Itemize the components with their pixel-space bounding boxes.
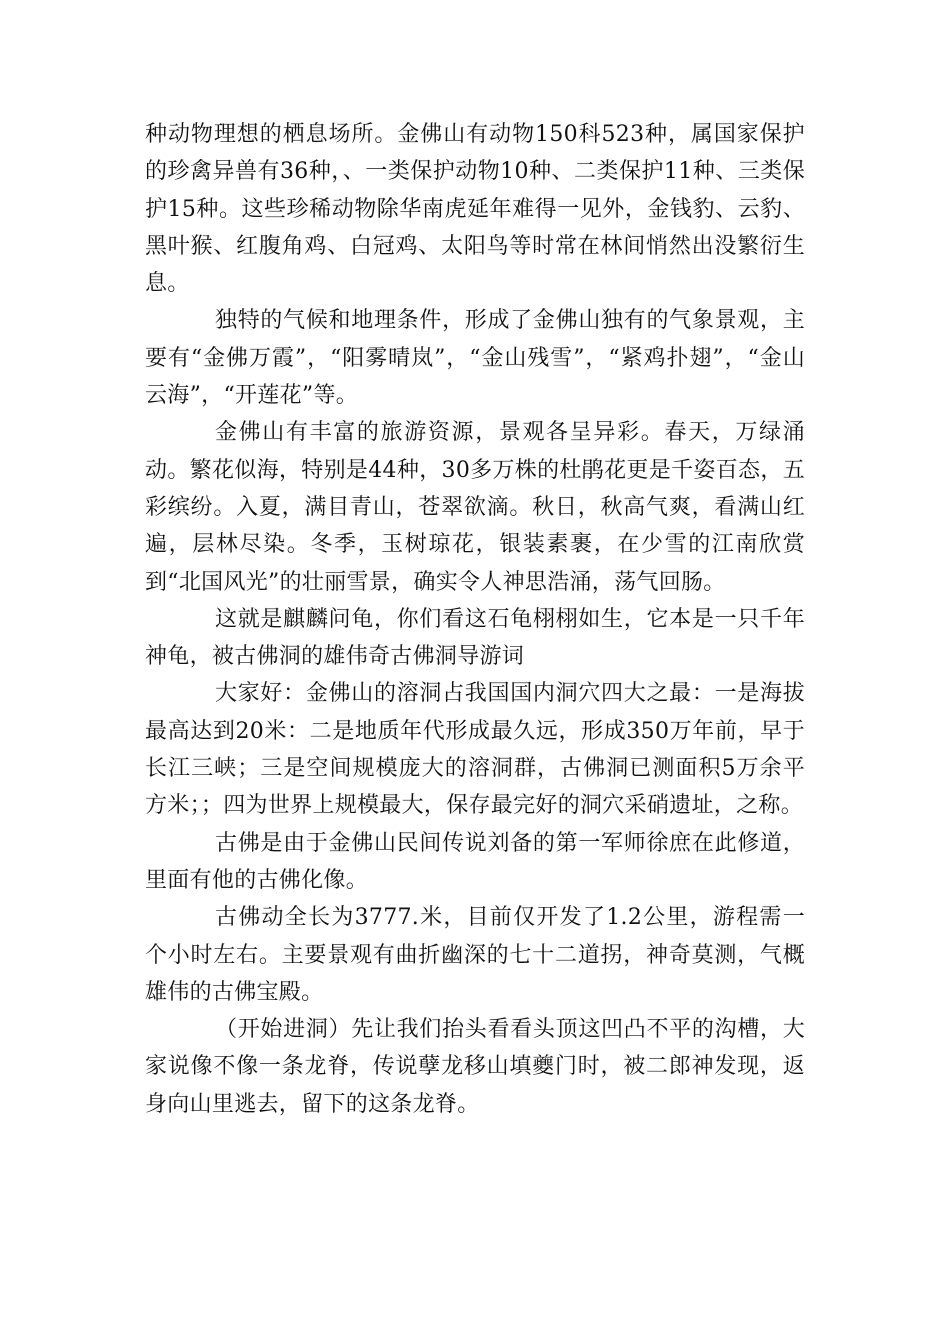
paragraph-weather-scenery: 独特的气候和地理条件，形成了金佛山独有的气象景观，主要有“金佛万霞”，“阳雾晴岚”，“金山残雪”，“紧鸡扑翅”，“金山云海”，“开莲花”等。 (145, 308, 805, 409)
document-body (145, 116, 805, 1123)
paragraph-seasons: 金佛山有丰富的旅游资源，景观各呈异彩。春天，万绿涌动。繁花似海，特别是44种，30多万株的杜鹃花更是千姿百态，五彩缤纷。入夏，满目青山，苍翠欲滴。秋日，秋高气爽，看满山红遍，层林尽染。冬季，玉树琼花，银装素裹，在少雪的江南欣赏到“北国风光”的壮丽雪景，确实令人神思浩涌，荡气回肠。 (145, 420, 805, 595)
paragraph-cave-length: 古佛动全长为3777.米，目前仅开发了1.2公里，游程需一个小时左右。主要景观有曲折幽深的七十二道拐，神奇莫测，气概雄伟的古佛宝殿。 (145, 905, 805, 1005)
paragraph-dragon-spine: （开始进洞）先让我们抬头看看头顶这凹凸不平的沟槽，大家说像不像一条龙脊，传说孽龙移山填夔门时，被二郎神发现，返身向山里逃去，留下的这条龙脊。 (145, 1017, 805, 1117)
paragraph-gufo-legend: 古佛是由于金佛山民间传说刘备的第一军师徐庶在此修道，里面有他的古佛化像。 (145, 830, 805, 893)
paragraph-qilin-turtle: 这就是麒麟问龟，你们看这石龟栩栩如生，它本是一只千年神龟，被古佛洞的雄伟奇古佛洞导游词 (145, 606, 805, 670)
paragraph-continued: 种动物理想的栖息场所。金佛山有动物150科523种，属国家保护的珍禽异兽有36种，、一类保护动物10种、二类保护11种、三类保护15种。这些珍稀动物除华南虎延年难得一见外，金钱豹、云豹、黑叶猴、红腹角鸡、白冠鸡、太阳鸟等时常在林间悄然出没繁衍生息。 (145, 122, 805, 297)
paragraph-cave-intro: 大家好：金佛山的溶洞占我国国内洞穴四大之最：一是海拔最高达到20米：二是地质年代形成最久远，形成350万年前，早于长江三峡；三是空间规模庞大的溶洞群，古佛洞已测面积5万余平方米；；四为世界上规模最大，保存最完好的洞穴采硝遗址，之称。 (145, 681, 805, 819)
